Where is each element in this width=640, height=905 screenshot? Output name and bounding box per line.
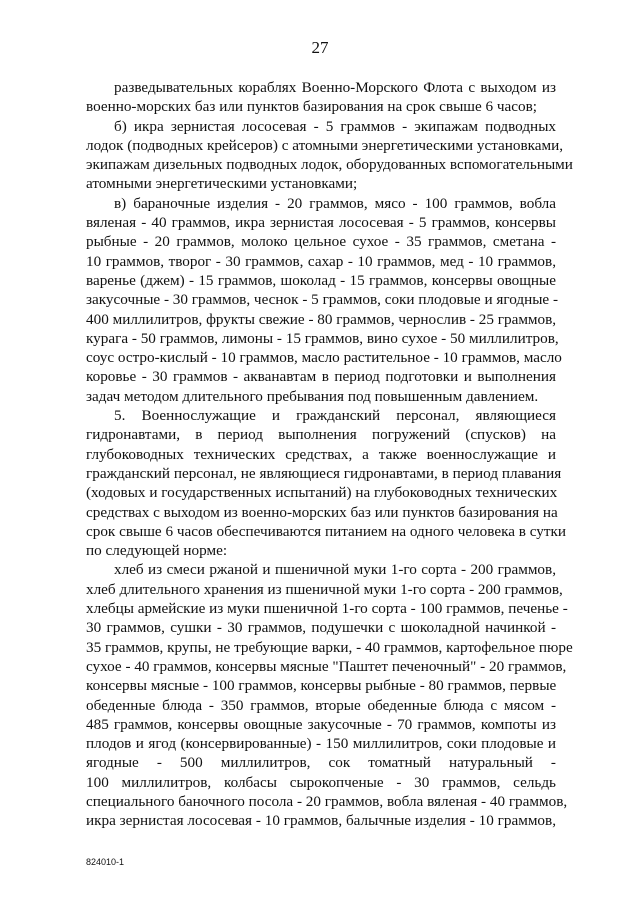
text-line: срок свыше 6 часов обеспечиваются питанием на одного человека в сутки [86, 522, 567, 540]
text-line: разведывательных кораблях Военно-Морского Флота с выходом из [114, 79, 556, 96]
text-line: 30 граммов, сушки - 30 граммов, подушечки с шоколадной начинкой - [86, 619, 556, 637]
text-line: сухое - 40 граммов, консервы мясные "Паштет печеночный" - 20 граммов, [86, 657, 567, 675]
text-line: в) бараночные изделия - 20 граммов, мясо - 100 граммов, вобла [114, 194, 556, 212]
text-line: экипажам дизельных подводных лодок, оборудованных вспомогательными [86, 156, 573, 174]
text-line: консервы мясные - 100 граммов, консервы рыбные - 80 граммов, первые [86, 677, 557, 695]
text-line: хлеб длительного хранения из пшеничной муки 1-го сорта - 200 граммов, [86, 580, 563, 598]
text-line: 400 миллилитров, фрукты свежие - 80 граммов, чернослив - 25 граммов, [86, 310, 557, 328]
text-line: 10 граммов, творог - 30 граммов, сахар - 10 граммов, мед - 10 граммов, [86, 252, 556, 270]
text-line: плодов и ягод (консервированные) - 150 миллилитров, соки плодовые и [86, 735, 556, 753]
text-line: гидронавтами, в период выполнения погружений (спусков) на [86, 426, 556, 444]
text-line: хлебцы армейские из муки пшеничной 1-го сорта - 100 граммов, печенье - [86, 600, 568, 618]
text-line: 485 граммов, консервы овощные закусочные - 70 граммов, компоты из [86, 715, 556, 733]
text-line: ягодные - 500 миллилитров, сок томатный натуральный - [86, 754, 556, 772]
text-line: (ходовых и государственных испытаний) на глубоководных технических [86, 484, 558, 502]
text-line: 35 граммов, крупы, не требующие варки, - 40 граммов, картофельное пюре [86, 638, 573, 656]
document-body [86, 78, 573, 831]
text-line: коровье - 30 граммов - акванавтам в период подготовки и выполнения [86, 368, 556, 386]
text-line: задач методом длительного пребывания под повышенным давлением. [86, 387, 539, 405]
text-line: варенье (джем) - 15 граммов, шоколад - 15 граммов, консервы овощные [86, 271, 556, 289]
text-line: обеденные блюда - 350 граммов, вторые обеденные блюда с мясом - [86, 696, 556, 714]
text-line: б) икра зернистая лососевая - 5 граммов - экипажам подводных [114, 117, 556, 135]
text-line: закусочные - 30 граммов, чеснок - 5 граммов, соки плодовые и ягодные - [86, 291, 559, 309]
page-number: 27 [311, 38, 329, 57]
text-line: специального баночного посола - 20 граммов, вобла вяленая - 40 граммов, [86, 792, 568, 810]
text-line: гражданский персонал, не являющиеся гидронавтами, в период плавания [86, 464, 562, 482]
document-code: 824010-1 [86, 857, 125, 867]
text-line: соус остро-кислый - 10 граммов, масло растительное - 10 граммов, масло [86, 349, 562, 367]
text-line: военно-морских баз или пунктов базирования на срок свыше 6 часов; [86, 98, 537, 116]
text-line: вяленая - 40 граммов, икра зернистая лососевая - 5 граммов, консервы [86, 214, 556, 232]
text-line: икра зернистая лососевая - 10 граммов, балычные изделия - 10 граммов, [86, 812, 556, 830]
text-line: 100 миллилитров, колбасы сырокопченые - 30 граммов, сельдь [86, 773, 556, 791]
text-line: глубоководных технических средствах, а также военнослужащие и [86, 445, 556, 463]
text-line: по следующей норме: [86, 542, 228, 560]
text-line: лодок (подводных крейсеров) с атомными энергетическими установками, [86, 136, 564, 154]
text-line: рыбные - 20 граммов, молоко цельное сухое - 35 граммов, сметана - [86, 233, 556, 251]
text-line: атомными энергетическими установками; [86, 175, 358, 193]
text-line: хлеб из смеси ржаной и пшеничной муки 1-го сорта - 200 граммов, [114, 561, 556, 579]
text-line: курага - 50 граммов, лимоны - 15 граммов, вино сухое - 50 миллилитров, [86, 329, 559, 347]
text-line: средствах с выходом из военно-морских баз или пунктов базирования на [86, 503, 558, 521]
text-line: 5. Военнослужащие и гражданский персонал, являющиеся [114, 407, 556, 425]
